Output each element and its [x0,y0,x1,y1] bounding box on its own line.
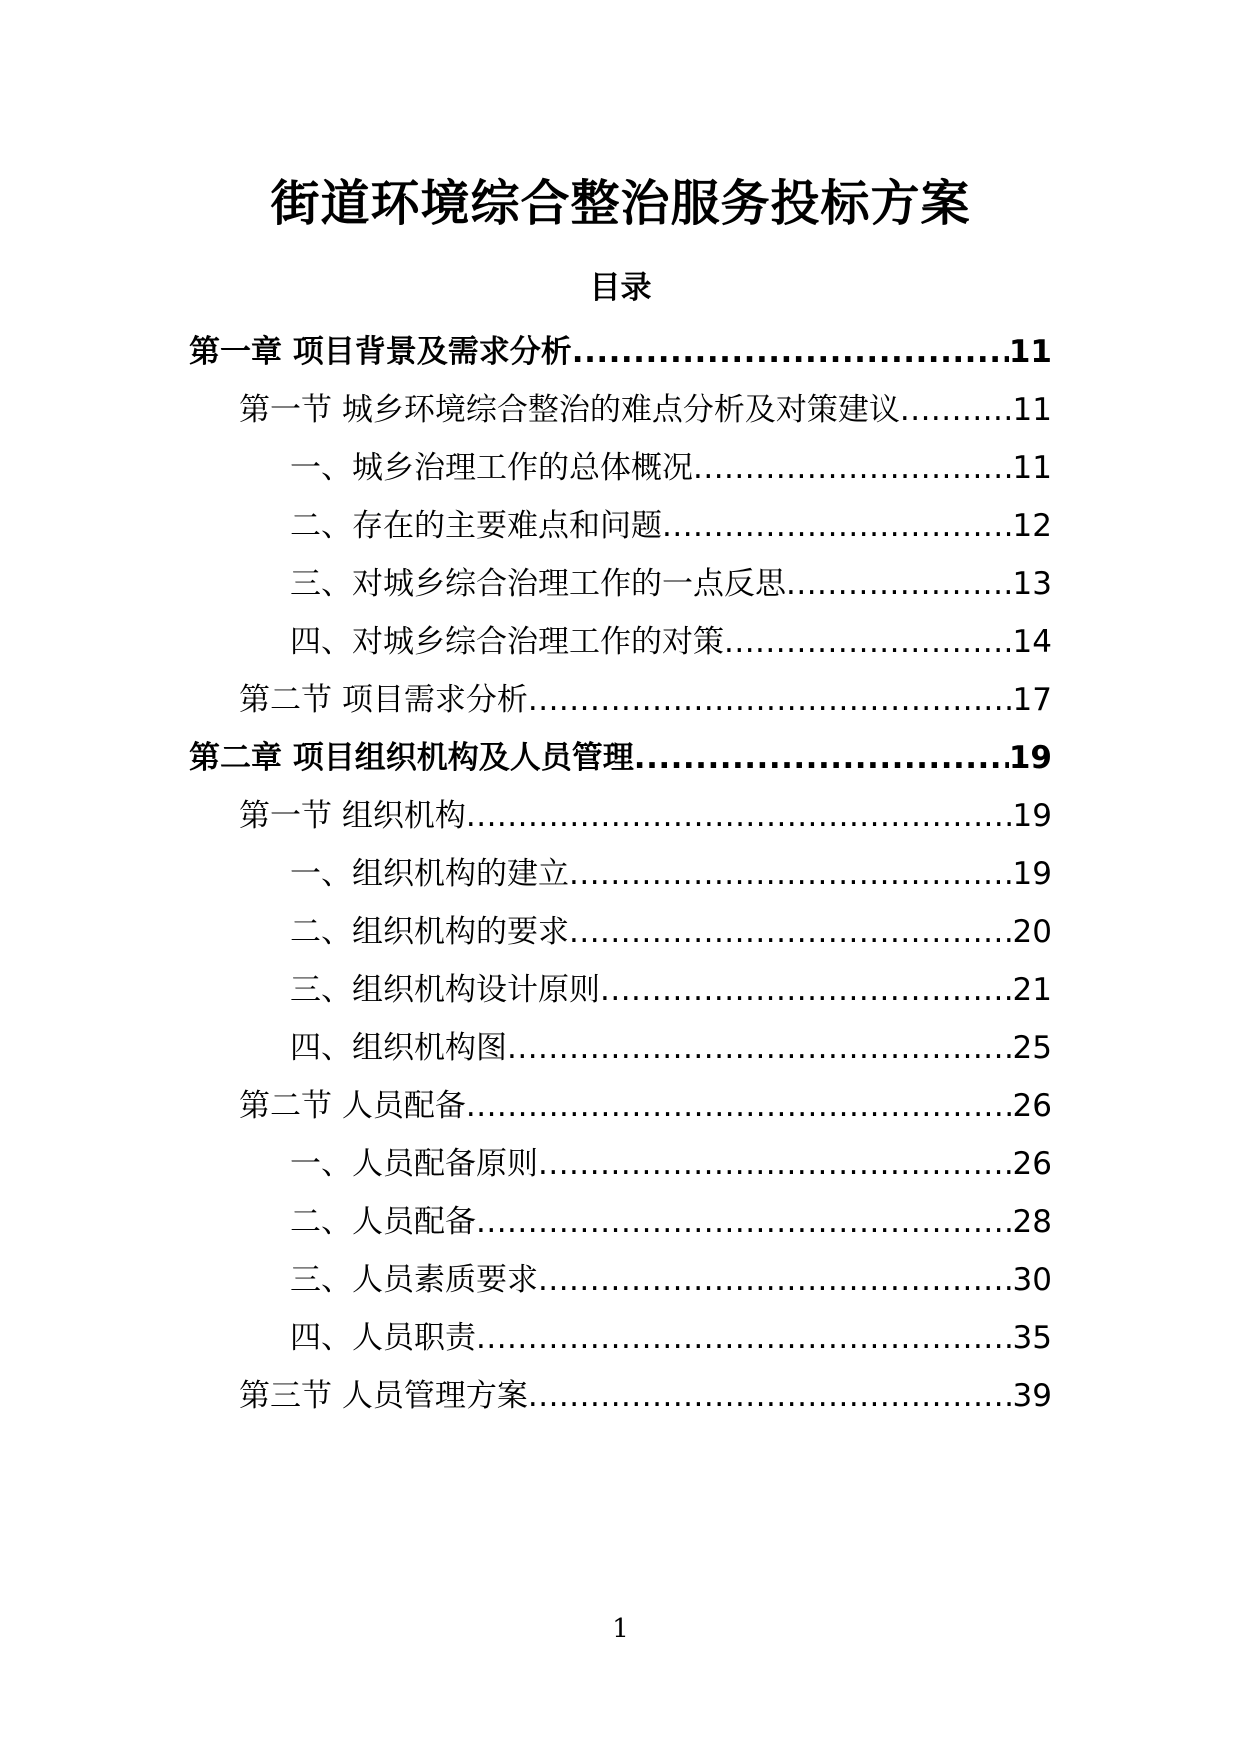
toc-entry-page: 25 [1012,1030,1052,1066]
toc-entry-section-1-1[interactable] [239,385,1052,435]
toc-entry-item-2-1-3[interactable] [290,965,1052,1015]
dot-leader [538,1139,1013,1189]
toc-entry-text: 第三节 人员管理方案 [239,1378,528,1414]
toc-entry-page: 26 [1012,1146,1052,1182]
toc-entry-section-2-3[interactable] [239,1371,1052,1421]
toc-entry-text: 四、组织机构图 [290,1030,507,1066]
document-title: 街道环境综合整治服务投标方案 [270,175,971,232]
dot-leader [476,1313,1013,1363]
toc-entry-text: 二、存在的主要难点和问题 [290,508,662,544]
toc-entry-page: 11 [1008,334,1052,370]
toc-entry-chapter-2[interactable] [189,733,1052,783]
dot-leader [466,1081,1013,1131]
page-number: 1 [612,1614,629,1644]
toc-entry-item-2-1-2[interactable] [290,907,1052,957]
toc-entry-text: 一、人员配备原则 [290,1146,538,1182]
toc-entry-page: 14 [1012,624,1052,660]
toc-entry-page: 11 [1012,392,1052,428]
dot-leader [569,907,1013,957]
toc-entry-text: 四、对城乡综合治理工作的对策 [290,624,724,660]
dot-leader [634,733,1009,783]
toc-entry-text: 第一节 城乡环境综合整治的难点分析及对策建议 [239,392,900,428]
toc-entry-text: 二、组织机构的要求 [290,914,569,950]
dot-leader [528,675,1013,725]
dot-leader [466,791,1013,841]
toc-entry-text: 第二节 项目需求分析 [239,682,528,718]
toc-entry-page: 19 [1008,740,1052,776]
toc-entry-page: 17 [1012,682,1052,718]
toc-entry-page: 19 [1012,798,1052,834]
toc-entry-page: 26 [1012,1088,1052,1124]
toc-entry-page: 11 [1012,450,1052,486]
toc-entry-text: 三、人员素质要求 [290,1262,538,1298]
toc-entry-text: 三、组织机构设计原则 [290,972,600,1008]
dot-leader [538,1255,1013,1305]
toc-entry-page: 12 [1012,508,1052,544]
toc-entry-chapter-1[interactable] [189,327,1052,377]
toc-entry-section-2-2[interactable] [239,1081,1052,1131]
toc-entry-page: 35 [1012,1320,1052,1356]
toc-entry-page: 13 [1012,566,1052,602]
toc-entry-text: 第一章 项目背景及需求分析 [189,334,572,370]
toc-entry-item-1-1-3[interactable] [290,559,1052,609]
toc-entry-item-2-1-1[interactable] [290,849,1052,899]
toc-entry-text: 第一节 组织机构 [239,798,466,834]
dot-leader [900,385,1013,435]
toc-entry-page: 28 [1012,1204,1052,1240]
toc-heading: 目录 [589,270,652,306]
toc-entry-item-2-1-4[interactable] [290,1023,1052,1073]
dot-leader [572,327,1009,377]
dot-leader [724,617,1013,667]
dot-leader [528,1371,1013,1421]
toc-entry-text: 二、人员配备 [290,1204,476,1240]
toc-entry-item-2-2-3[interactable] [290,1255,1052,1305]
toc-entry-page: 39 [1012,1378,1052,1414]
toc-entry-text: 一、城乡治理工作的总体概况 [290,450,693,486]
dot-leader [507,1023,1013,1073]
dot-leader [600,965,1013,1015]
toc-entry-page: 21 [1012,972,1052,1008]
dot-leader [693,443,1013,493]
dot-leader [476,1197,1013,1247]
toc-entry-item-2-2-1[interactable] [290,1139,1052,1189]
toc-entry-item-1-1-4[interactable] [290,617,1052,667]
toc-entry-item-1-1-1[interactable] [290,443,1052,493]
dot-leader [569,849,1013,899]
toc-entry-item-2-2-2[interactable] [290,1197,1052,1247]
toc-entry-section-1-2[interactable] [239,675,1052,725]
toc-entry-page: 30 [1012,1262,1052,1298]
dot-leader [662,501,1013,551]
toc-entry-text: 四、人员职责 [290,1320,476,1356]
dot-leader [786,559,1013,609]
toc-entry-text: 一、组织机构的建立 [290,856,569,892]
toc-entry-item-2-2-4[interactable] [290,1313,1052,1363]
toc-entry-page: 20 [1012,914,1052,950]
toc-entry-text: 三、对城乡综合治理工作的一点反思 [290,566,786,602]
toc-entry-item-1-1-2[interactable] [290,501,1052,551]
toc-entry-text: 第二章 项目组织机构及人员管理 [189,740,634,776]
toc-entry-section-2-1[interactable] [239,791,1052,841]
toc-entry-page: 19 [1012,856,1052,892]
toc-entry-text: 第二节 人员配备 [239,1088,466,1124]
